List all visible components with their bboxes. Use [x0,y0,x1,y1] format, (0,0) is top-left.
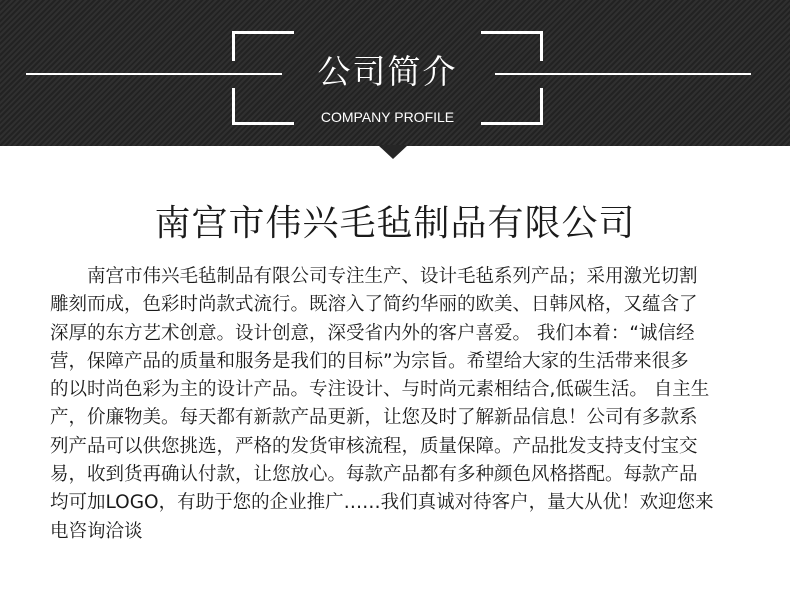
description-line: 雕刻而成，色彩时尚款式流行。既溶入了简约华丽的欧美、日韩风格，又蕴含了 [50,294,698,316]
description-line: 均可加LOGO，有助于您的企业推广……我们真诚对待客户，量大从优！欢迎您来 [50,492,714,514]
description-line: 产，价廉物美。每天都有新款产品更新，让您及时了解新品信息！公司有多款系 [50,407,698,429]
section-title: 公司简介 [317,52,458,91]
banner-pointer-arrow [378,145,408,159]
description-line: 深厚的东方艺术创意。设计创意，深受省内外的客户喜爱。 我们本着：“诚信经 [50,322,695,344]
company-description [50,263,750,546]
description-line: 营，保障产品的质量和服务是我们的目标”为宗旨。希望给大家的生活带来很多 [50,350,689,372]
frame-corner-top-right [481,31,543,34]
header-banner [0,0,790,146]
description-line: 电咨询洽谈 [50,520,143,542]
company-name-heading: 南宫市伟兴毛毡制品有限公司 [154,203,636,244]
description-line: 列产品可以供您挑选，严格的发货审核流程，质量保障。产品批发支持支付宝交 [50,435,698,457]
description-line: 南宫市伟兴毛毡制品有限公司专注生产、设计毛毡系列产品；采用激光切割 [87,266,698,287]
description-line: 的以时尚色彩为主的设计产品。专注设计、与时尚元素相结合,低碳生活。 自主生 [50,379,710,401]
section-subtitle: COMPANY PROFILE [320,109,455,125]
description-line: 易，收到货再确认付款，让您放心。每款产品都有多种颜色风格搭配。每款产品 [50,464,698,486]
frame-corner-top-left [232,31,294,34]
